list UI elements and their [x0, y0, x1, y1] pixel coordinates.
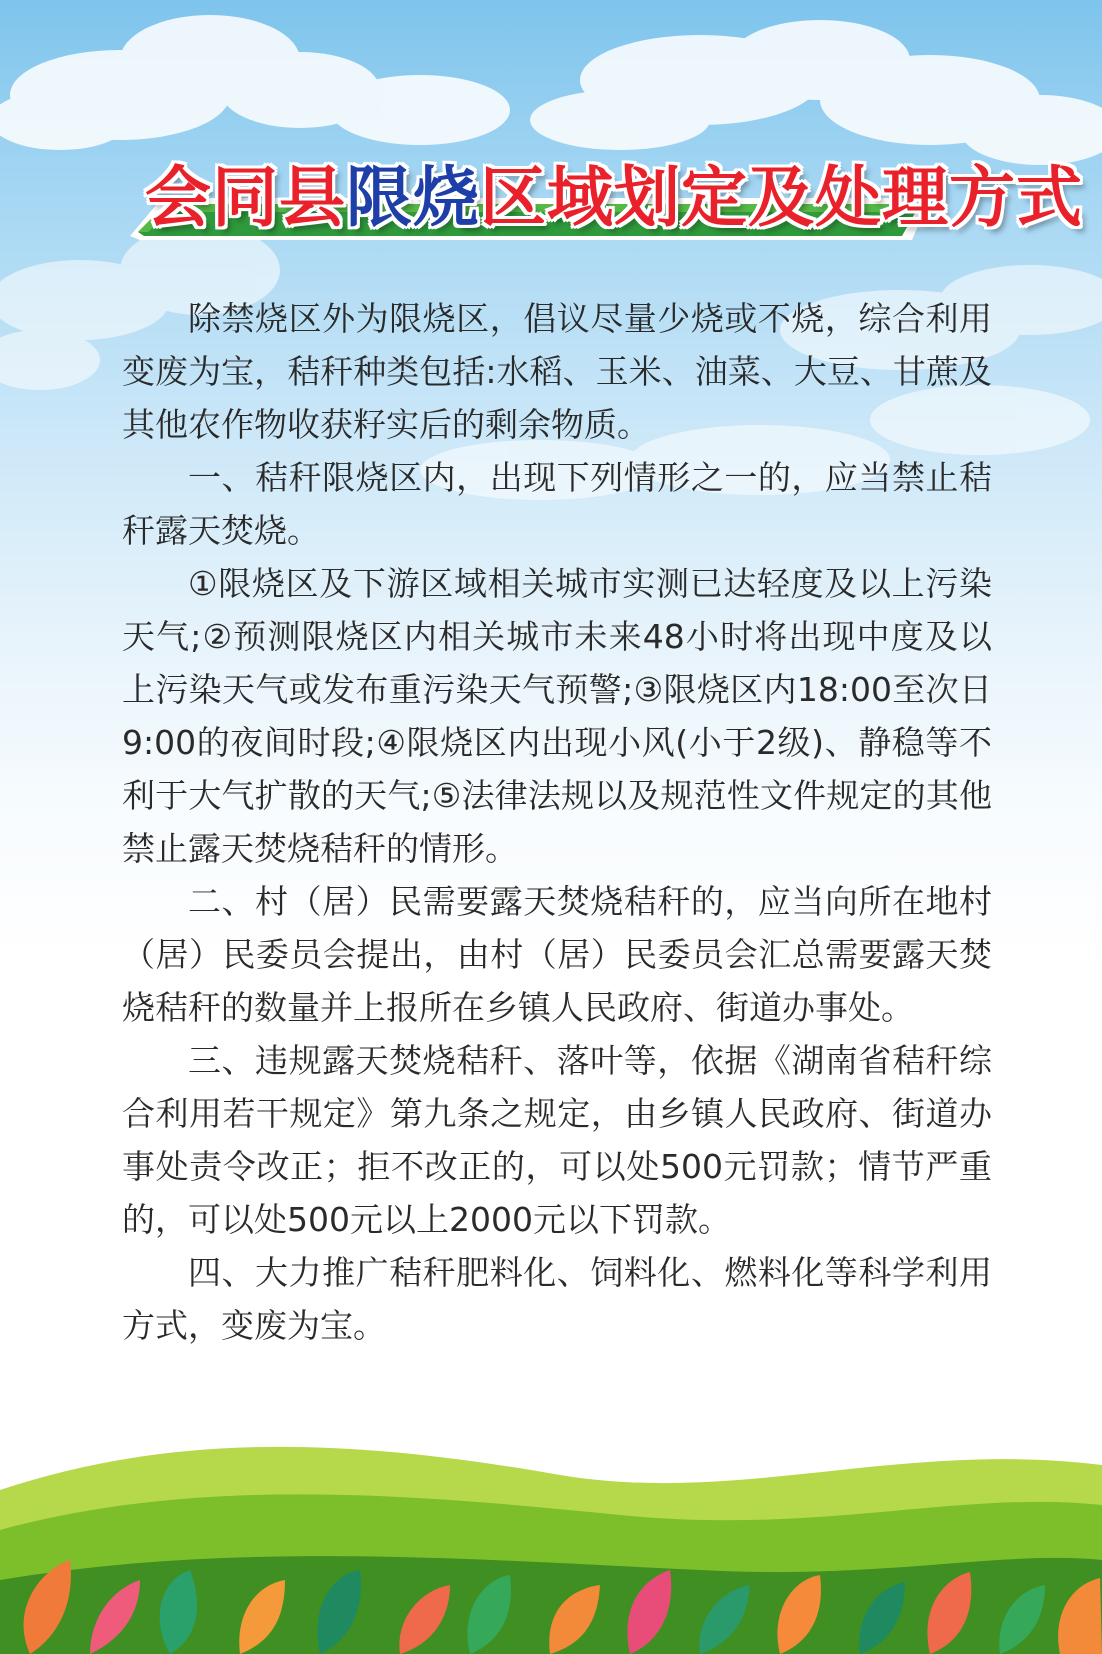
clause-2-paragraph: 二、村（居）民需要露天焚烧秸秆的，应当向所在地村（居）民委员会提出，由村（居）民委员会汇总需要露天焚烧秸秆的数量并上报所在乡镇人民政府、街道办事处。 [122, 882, 992, 1027]
title-part-1: 会同县 [145, 159, 346, 236]
clause-1-paragraph: 一、秸秆限烧区内，出现下列情形之一的，应当禁止秸秆露天焚烧。 [122, 458, 992, 550]
conditions-paragraph: ①限烧区及下游区域相关城市实测已达轻度及以上污染天气;②预测限烧区内相关城市未来48小时将出现中度及以上污染天气或发布重污染天气预警;③限烧区内18:00至次日9:00的夜间时段;④限烧区内出现小风(小于2级)、静稳等不利于大气扩散的天气;⑤法律法规以及规范性文件规定的其他禁止露天焚烧秸秆的情形。 [122, 564, 992, 868]
intro-paragraph: 除禁烧区外为限烧区，倡议尽量少烧或不烧，综合利用变废为宝，秸秆种类包括:水稻、玉米、油菜、大豆、甘蔗及其他农作物收获籽实后的剩余物质。 [122, 299, 992, 444]
title-banner [130, 150, 1083, 260]
title-part-3: 区域划定及处理方式 [480, 159, 1083, 236]
title-part-2: 限烧 [346, 159, 480, 236]
clause-4-paragraph: 四、大力推广秸秆肥料化、饲料化、燃料化等科学利用方式，变废为宝。 [122, 1253, 992, 1345]
clause-3-paragraph: 三、违规露天焚烧秸秆、落叶等，依据《湖南省秸秆综合利用若干规定》第九条之规定，由乡镇人民政府、街道办事处责令改正；拒不改正的，可以处500元罚款；情节严重的，可以处500元以上2000元以下罚款。 [122, 1041, 992, 1239]
page-title [145, 158, 1083, 238]
body-text [122, 292, 992, 1352]
hills-and-plants [0, 1420, 1102, 1654]
